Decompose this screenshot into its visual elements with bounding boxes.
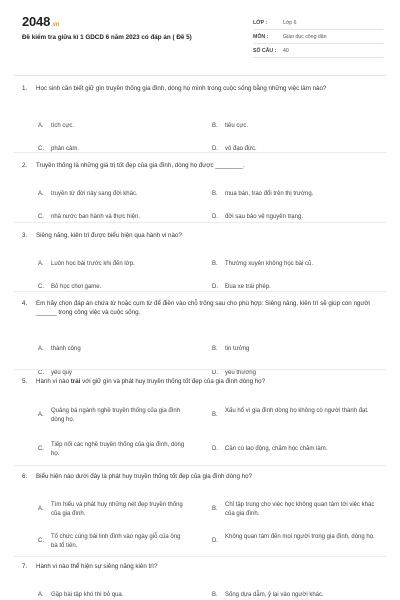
question-text — [22, 562, 382, 571]
exam-meta — [253, 16, 383, 58]
option-d[interactable] — [212, 445, 387, 454]
meta-count — [253, 44, 383, 58]
question-stem: Học sinh cần biết giữ gìn truyền thống gia đình, dòng họ mình trong cuộc sống bằng những việc làm nào? — [36, 85, 327, 92]
option-letter: D. — [212, 146, 218, 152]
question-text — [22, 161, 382, 170]
question-divider — [14, 369, 386, 370]
question-number: 4. — [22, 300, 28, 307]
question-6 — [22, 472, 382, 549]
option-letter: C. — [38, 284, 44, 290]
option-letter: D. — [212, 538, 218, 544]
option-b[interactable] — [212, 260, 387, 269]
option-b[interactable] — [212, 407, 372, 420]
option-letter: D. — [212, 370, 218, 376]
option-letter: A. — [38, 123, 44, 129]
option-letter: B. — [212, 191, 218, 197]
option-text: Xấu hổ vì gia đình dòng họ không có người thành đạt. — [225, 408, 369, 414]
meta-value: 40 — [283, 47, 289, 54]
question-divider — [14, 465, 386, 466]
option-letter: C. — [38, 214, 44, 220]
question-stem: Siêng năng, kiên trì được biểu hiện qua hành vi nào? — [36, 232, 182, 239]
question-divider — [14, 291, 386, 292]
question-divider — [14, 556, 386, 557]
question-2 — [22, 161, 382, 220]
option-letter: B. — [212, 346, 218, 352]
option-letter: B. — [212, 506, 218, 512]
question-number: 1. — [22, 85, 28, 92]
option-c[interactable] — [38, 533, 188, 550]
question-text — [22, 377, 382, 386]
question-4 — [22, 299, 382, 376]
option-letter: C. — [38, 370, 44, 376]
option-text: đời sau bảo vệ nguyên trạng. — [225, 214, 303, 220]
option-letter: A. — [38, 261, 44, 267]
site-logo[interactable] — [22, 14, 59, 29]
option-text: Luôn học bài trước khi đến lớp. — [51, 261, 135, 267]
option-letter: D. — [212, 284, 218, 290]
option-b[interactable] — [212, 122, 372, 131]
question-number: 6. — [22, 473, 28, 480]
option-letter: A. — [38, 506, 44, 512]
question-text — [22, 472, 382, 481]
option-a[interactable] — [38, 190, 198, 199]
question-number: 2. — [22, 162, 28, 169]
option-a[interactable] — [38, 407, 188, 424]
option-text: mua bán, trao đổi trên thị trường. — [225, 191, 314, 197]
option-letter: B. — [212, 412, 218, 418]
option-a[interactable] — [38, 260, 198, 269]
option-text: Chỉ tập trung cho việc học không quan tâm tới việc khác của gia đình. — [225, 502, 375, 517]
option-a[interactable] — [38, 122, 188, 131]
option-a[interactable] — [38, 345, 198, 354]
logo-text: 2048 — [22, 14, 51, 29]
question-text — [22, 84, 382, 93]
option-letter: A. — [38, 592, 44, 598]
question-stem: Truyền thống là những giá trị tốt đẹp của gia đình, dòng họ được ________. — [36, 162, 245, 169]
option-text: Sống dựa dẫm, ỷ lại vào người khác. — [225, 592, 324, 598]
option-text: nhà nước ban hành và thực hiện. — [51, 214, 141, 220]
option-c[interactable] — [38, 441, 188, 458]
option-text: Tiếp nối các nghề truyền thống của gia đình, dòng họ. — [51, 442, 185, 457]
option-letter: B. — [212, 261, 218, 267]
option-letter: B. — [212, 592, 218, 598]
question-number: 7. — [22, 563, 28, 570]
option-letter: D. — [212, 446, 218, 452]
option-text: tiêu cực. — [225, 123, 249, 129]
question-text — [22, 231, 382, 240]
option-d[interactable] — [212, 533, 377, 546]
question-stem: Hành vi nào thể hiện sự siêng năng kiên trì? — [36, 563, 158, 570]
option-text: tích cực. — [51, 123, 75, 129]
question-7 — [22, 562, 382, 598]
option-text: yêu thương — [225, 370, 256, 376]
exam-title: Đề kiểm tra giữa kì 1 GDCD 6 năm 2023 có đáp án ( Đề 5) — [22, 34, 192, 41]
option-text: Thường xuyên không học bài cũ. — [225, 261, 314, 267]
option-text: Quảng bá ngành nghề truyền thống của gia đình dòng họ. — [51, 408, 181, 423]
option-text: Bỏ học chơi game. — [51, 284, 102, 290]
option-text: Không quan tâm đến mọi người trong gia đình, dòng họ. — [225, 534, 375, 540]
option-letter: B. — [212, 123, 218, 129]
option-text: truyền từ đời này sang đời khác. — [51, 191, 138, 197]
question-number: 3. — [22, 232, 28, 239]
meta-class — [253, 16, 383, 30]
option-text: yêu quý — [51, 370, 73, 376]
option-text: Cần cù lao động, chăm học chăm làm. — [225, 446, 328, 452]
meta-subject — [253, 30, 383, 44]
question-3 — [22, 231, 382, 290]
option-text: tin tưởng — [225, 346, 250, 352]
option-text: Tìm hiểu và phát huy những nét đẹp truyền thống của gia đình. — [51, 502, 183, 517]
question-number: 5. — [22, 378, 28, 385]
option-letter: A. — [38, 191, 44, 197]
option-text: Đua xe trái phép. — [225, 284, 271, 290]
question-stem: Biểu hiện nào dưới đây là phát huy truyền thống tốt đẹp của gia đình dòng họ? — [36, 473, 252, 480]
question-text — [22, 299, 382, 317]
question-5 — [22, 377, 382, 457]
option-text: thành công — [51, 346, 81, 352]
header-divider — [14, 75, 386, 76]
option-b[interactable] — [212, 190, 387, 199]
option-letter: C. — [38, 446, 44, 452]
exam-header — [0, 0, 400, 62]
stem-part: với giữ gìn và phát huy truyền thống tốt đẹp của gia đình dòng họ? — [80, 378, 266, 385]
question-divider — [14, 152, 386, 153]
option-b[interactable] — [212, 501, 377, 518]
question-stem: Em hãy chọn đáp án chứa từ hoặc cụm từ để điền vào chỗ trống sau cho phù hợp: Siêng năng, kiên trì sẽ giúp con người ______ trong công việc và cuộc sống. — [36, 300, 370, 316]
meta-value: Lớp 6 — [283, 19, 297, 26]
meta-label: LỚP : — [253, 19, 268, 26]
option-b[interactable] — [212, 345, 387, 354]
stem-part: Hành vi nào — [36, 378, 71, 385]
option-letter: A. — [38, 346, 44, 352]
option-b[interactable] — [212, 591, 387, 600]
question-divider — [14, 222, 386, 223]
option-letter: A. — [38, 412, 44, 418]
option-letter: C. — [38, 538, 44, 544]
meta-value: Giáo dục công dân — [283, 33, 327, 40]
meta-label: MÔN : — [253, 33, 269, 40]
option-text: Tổ chức cúng bái linh đình vào ngày giỗ của ông bà tổ tiên. — [51, 534, 181, 549]
option-letter: D. — [212, 214, 218, 220]
option-a[interactable] — [38, 501, 188, 518]
options — [38, 98, 382, 152]
question-1 — [22, 84, 382, 152]
option-text: phản cảm. — [51, 146, 80, 152]
question-stem — [36, 377, 265, 386]
stem-emphasis: trái — [70, 378, 81, 385]
option-c[interactable] — [38, 213, 198, 222]
meta-label: SỐ CÂU : — [253, 47, 277, 54]
option-a[interactable] — [38, 591, 198, 600]
option-d[interactable] — [212, 213, 387, 222]
option-letter: C. — [38, 146, 44, 152]
logo-suffix: .vn — [51, 22, 60, 28]
option-text: Gặp bài tập khó thì bỏ qua. — [51, 592, 124, 598]
option-text: vô đạo đức. — [225, 146, 257, 152]
